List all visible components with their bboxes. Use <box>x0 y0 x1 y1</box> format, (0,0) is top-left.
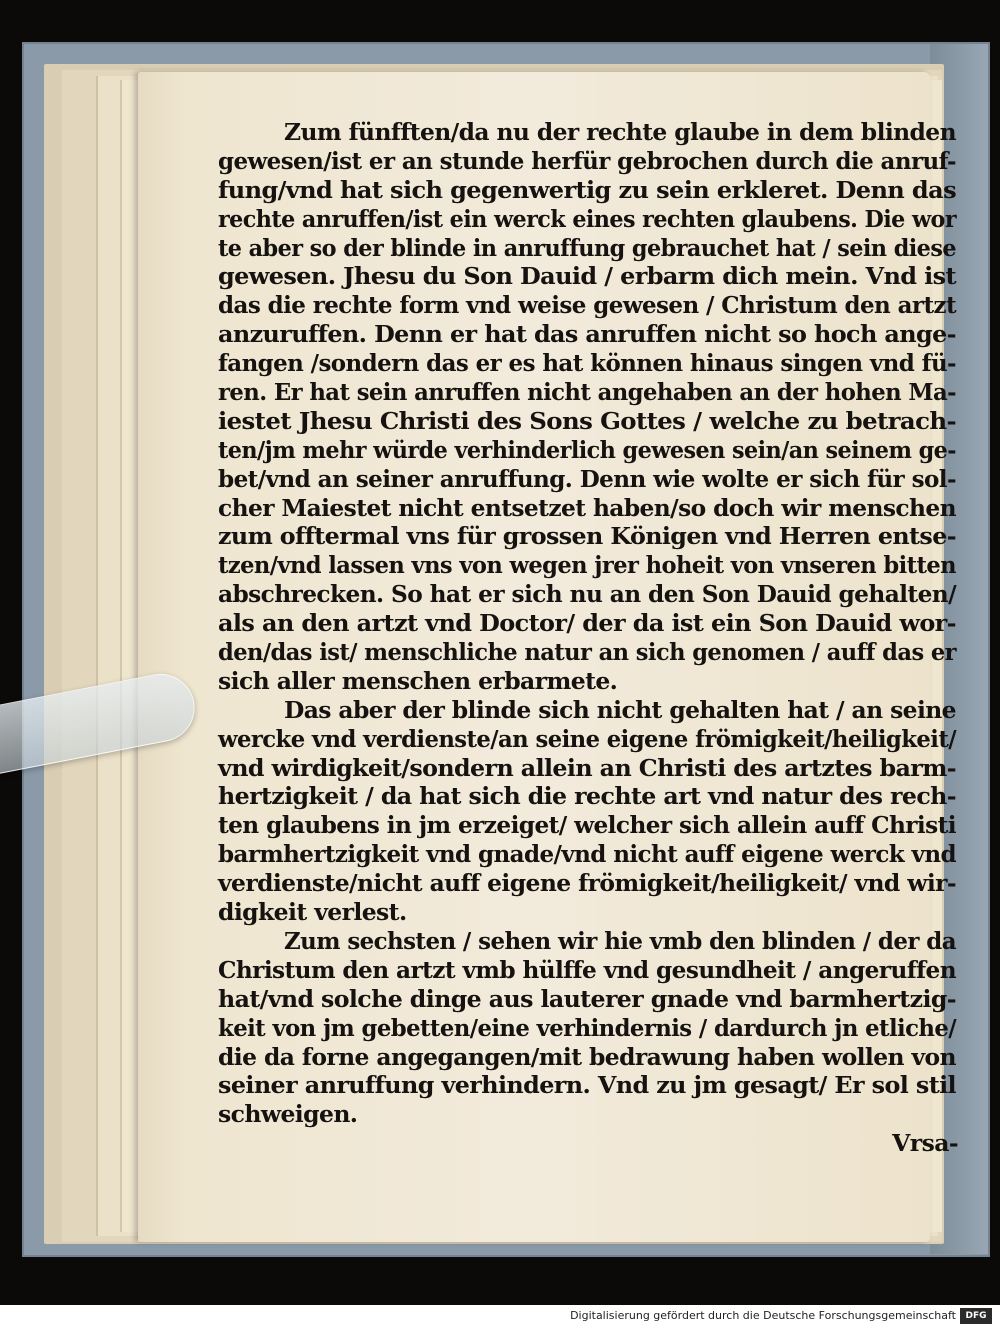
text-line: fung/vnd hat sich gegenwertig zu sein erkleret. Denn das <box>218 175 956 204</box>
text-line: bet/vnd an seiner anruffung. Denn wie wolte er sich für sol- <box>218 464 956 493</box>
text-line: rechte anruffen/ist ein werck eines rechten glaubens. Die wor <box>218 204 956 233</box>
text-line: wercke vnd verdienste/an seine eigene frömigkeit/heiligkeit/ <box>218 724 956 753</box>
text-line: hat/vnd solche dinge aus lauterer gnade vnd barmhertzig- <box>218 984 956 1013</box>
text-line: barmhertzigkeit vnd gnade/vnd nicht auff eigene werck vnd <box>218 840 956 869</box>
text-line: ten glaubens in jm erzeiget/ welcher sich allein auff Christi <box>218 811 956 840</box>
text-line: verdienste/nicht auff eigene frömigkeit/heiligkeit/ vnd wir- <box>218 869 956 898</box>
text-line: anzuruffen. Denn er hat das anruffen nicht so hoch ange- <box>218 320 956 349</box>
text-line: hertzigkeit / da hat sich die rechte art vnd natur des rech- <box>218 782 956 811</box>
text-line: Christum den artzt vmb hülffe vnd gesundheit / angeruffen <box>218 955 956 984</box>
footer-credit: Digitalisierung gefördert durch die Deutsche Forschungsgemeinschaft <box>570 1309 956 1322</box>
page-text-block <box>218 118 958 1158</box>
text-line: als an den artzt vnd Doctor/ der da ist ein Son Dauid wor- <box>218 609 956 638</box>
text-line: Zum sechsten / sehen wir hie vmb den blinden / der da <box>284 926 956 955</box>
text-line: Vrsa- <box>892 1129 958 1158</box>
text-line: te aber so der blinde in anruffung gebrauchet hat / sein diese <box>218 233 956 262</box>
text-line: ren. Er hat sein anruffen nicht angehaben an der hohen Ma- <box>218 378 956 407</box>
text-line: schweigen. <box>218 1100 358 1129</box>
text-line: fangen /sondern das er es hat können hinaus singen vnd fü- <box>218 349 956 378</box>
dfg-logo: DFG <box>960 1308 992 1324</box>
text-line: keit von jm gebetten/eine verhindernis / dardurch jn etliche/ <box>218 1013 956 1042</box>
text-line: seiner anruffung verhindern. Vnd zu jm gesagt/ Er sol stil <box>218 1071 956 1100</box>
text-line: tzen/vnd lassen vns von wegen jrer hoheit von vnseren bitten <box>218 551 956 580</box>
text-line: das die rechte form vnd weise gewesen / Christum den artzt <box>218 291 956 320</box>
text-line: cher Maiestet nicht entsetzet haben/so doch wir menschen <box>218 493 956 522</box>
text-line: gewesen. Jhesu du Son Dauid / erbarm dich mein. Vnd ist <box>218 262 956 291</box>
text-line: ten/jm mehr würde verhinderlich gewesen sein/an seinem ge- <box>218 435 956 464</box>
text-line: sich aller menschen erbarmete. <box>218 666 618 695</box>
text-line: abschrecken. So hat er sich nu an den Son Dauid gehalten/ <box>218 580 956 609</box>
text-line: Das aber der blinde sich nicht gehalten hat / an seine <box>284 695 956 724</box>
text-line: gewesen/ist er an stunde herfür gebrochen durch die anruf- <box>218 146 956 175</box>
text-line: Zum fünfften/da nu der rechte glaube in dem blinden <box>284 118 956 146</box>
text-line: zum offtermal vns für grossen Königen vnd Herren entse- <box>218 522 956 551</box>
text-line: den/das ist/ menschliche natur an sich genomen / auff das er <box>218 638 956 667</box>
text-line: vnd wirdigkeit/sondern allein an Christi des artztes barm- <box>218 753 956 782</box>
text-line: die da forne angegangen/mit bedrawung haben wollen von <box>218 1042 956 1071</box>
text-line: digkeit verlest. <box>218 898 407 927</box>
text-line: iestet Jhesu Christi des Sons Gottes / welche zu betrach- <box>218 406 956 435</box>
footer-bar <box>0 1305 1000 1328</box>
